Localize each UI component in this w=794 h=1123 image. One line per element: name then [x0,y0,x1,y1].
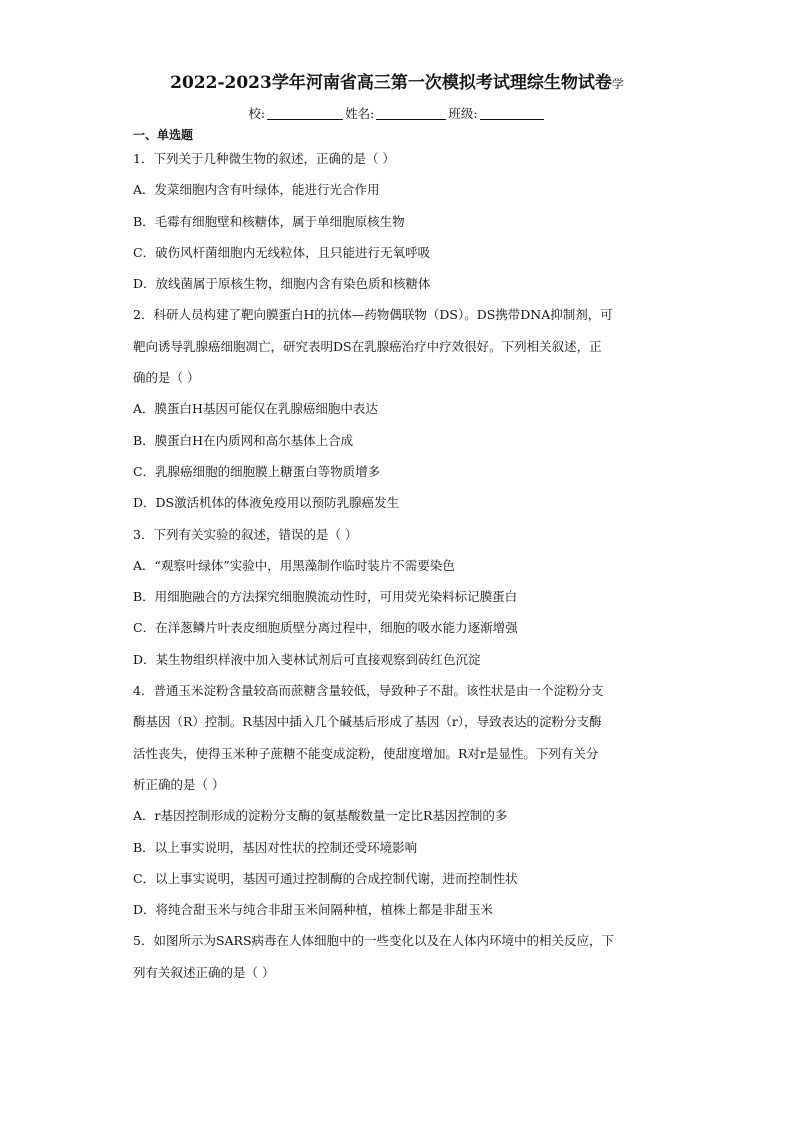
text-line: A．r基因控制形成的淀粉分支酶的氨基酸数量一定比R基因控制的多 [133,808,508,824]
school-label: 校: [248,106,266,121]
student-info-row [0,104,794,122]
title-suffix: 学 [611,77,624,91]
school-blank [267,107,343,120]
exam-title: 2022-2023学年河南省高三第一次模拟考试理综生物试卷 [170,73,612,93]
text-line: 4．普通玉米淀粉含量较高而蔗糖含量较低，导致种子不甜。该性状是由一个淀粉分支 [133,683,604,699]
text-line: 靶向诱导乳腺癌细胞凋亡，研究表明DS在乳腺癌治疗中疗效很好。下列相关叙述，正 [133,338,602,354]
text-line: 活性丧失，使得玉米种子蔗糖不能变成淀粉，使甜度增加。R对r是显性。下列有关分 [133,745,599,761]
text-line: C．乳腺癌细胞的细胞膜上糖蛋白等物质增多 [133,463,381,479]
text-line: B．毛霉有细胞壁和核糖体，属于单细胞原核生物 [133,213,405,229]
text-line: D．某生物组织样液中加入斐林试剂后可直接观察到砖红色沉淀 [133,651,481,667]
text-line: 酶基因（R）控制。R基因中插入几个碱基后形成了基因（r），导致表达的淀粉分支酶 [133,714,602,730]
text-line: A．“观察叶绿体”实验中，用黑藻制作临时装片不需要染色 [133,557,455,573]
section-heading: 一、单选题 [133,128,194,142]
text-line: 1．下列关于几种微生物的叙述，正确的是（ ） [133,151,395,166]
text-line: A．膜蛋白H基因可能仅在乳腺癌细胞中表达 [133,401,378,417]
title-row [0,68,794,93]
text-line: D．放线菌属于原核生物，细胞内含有染色质和核糖体 [133,276,431,292]
text-line: C．破伤风杆菌细胞内无线粒体，且只能进行无氧呼吸 [133,244,431,260]
text-line: B．以上事实说明，基因对性状的控制还受环境影响 [133,839,418,855]
text-line: C．以上事实说明，基因可通过控制酶的合成控制代谢，进而控制性状 [133,870,518,886]
text-line: 列有关叙述正确的是（ ） [133,964,275,980]
question-body [133,148,665,993]
name-label: 姓名: [345,106,375,121]
class-label: 班级: [448,106,478,121]
text-line: 2．科研人员构建了靶向膜蛋白H的抗体—药物偶联物（DS）。DS携带DNA抑制剂，可 [133,307,613,323]
text-line: D．DS激活机体的体液免疫用以预防乳腺癌发生 [133,495,400,511]
text-line: D．将纯合甜玉米与纯合非甜玉米间隔种植，植株上都是非甜玉米 [133,902,494,918]
text-line: A．发菜细胞内含有叶绿体，能进行光合作用 [133,182,380,198]
text-line: C．在洋葱鳞片叶表皮细胞质壁分离过程中，细胞的吸水能力逐渐增强 [133,620,518,636]
text-line: 5．如图所示为SARS病毒在人体细胞中的一些变化以及在人体内环境中的相关反应，下 [133,933,615,949]
text-line: 3．下列有关实验的叙述，错误的是（ ） [133,526,358,542]
text-line: 确的是（ ） [133,370,200,386]
class-blank [480,107,544,120]
text-line: B．用细胞融合的方法探究细胞膜流动性时，可用荧光染料标记膜蛋白 [133,589,518,605]
text-line: B．膜蛋白H在内质网和高尔基体上合成 [133,432,354,448]
name-blank [376,107,446,120]
text-line: 析正确的是（ ） [133,776,225,792]
